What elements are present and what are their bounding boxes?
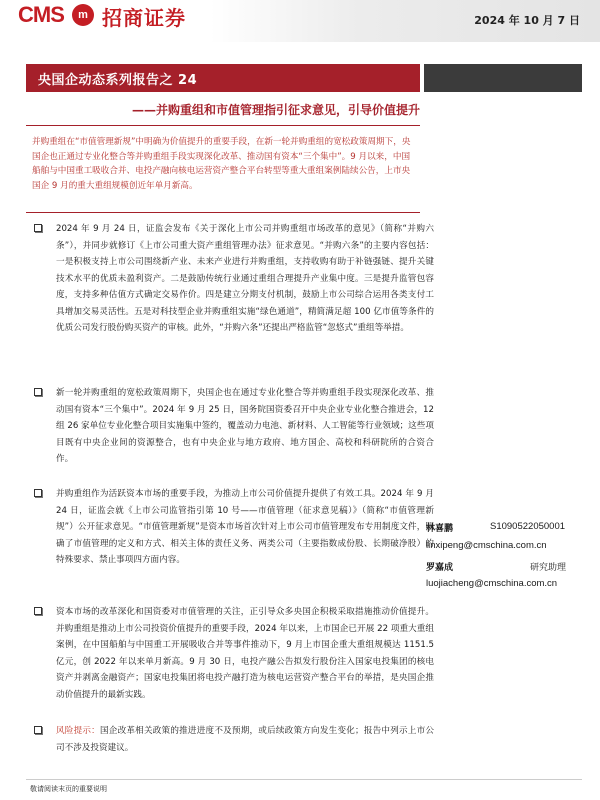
analyst-name: 罗嘉成 xyxy=(426,563,454,573)
logo-seal-icon: m xyxy=(72,4,94,26)
report-subtitle: ——并购重组和市值管理指引征求意见，引导价值提升 xyxy=(131,103,420,117)
risk-warning-body: 国企改革相关政策的推进进度不及预期，或后续政策方向发生变化；报告中列示上市公司不涉及投资建议。 xyxy=(56,726,434,753)
analyst-email[interactable]: luojiacheng@cmschina.com.cn xyxy=(426,578,558,589)
square-bullet-icon xyxy=(34,224,42,232)
square-bullet-icon xyxy=(34,388,42,396)
square-bullet-icon xyxy=(34,726,42,734)
sidebar-header-bar xyxy=(424,64,582,92)
list-item-text: 资本市场的改革深化和国资委对市值管理的关注，正引导众多央国企积极采取措施推动价值提升。并购重组是推动上市公司投资价值提升的重要手段，2024 年以来，上市国企已开展 22 项重大重组案例，在中国船舶与中国重工开展吸收合并等事件推动下，9 月上市国企重大重组规模达 1151.5 亿元，创 2022 年以来单月新高。9 月 30 日，电投产融公告拟发行股份注入国家电投集团的核电资产并剥离金融资产；国家电投集团将电投产融打造为核电运营资产整合平台的举措，是央国企推动价值提升的最新实践。 xyxy=(56,607,434,700)
logo-latin-text: CMS xyxy=(18,2,64,27)
analyst-email[interactable]: linxipeng@cmschina.com.cn xyxy=(426,540,547,551)
title-banner xyxy=(26,64,420,92)
list-item-text: 新一轮并购重组的宽松政策周期下，央国企也在通过专业化整合等并购重组手段实现深化改革、推动国有资本“三个集中”。2024 年 9 月 25 日，国务院国资委召开中央企业专业化整合推进会，12 组 26 家单位专业化整合项目实施集中签约，覆盖动力电池、新材料、人工智能等行业领域；这些项目既有中央企业间的资源整合，也有中央企业与地方政府、地方国企、高校和科研院所的合资合作。 xyxy=(56,388,434,464)
analyst-license-id: S1090522050001 xyxy=(490,521,566,532)
square-bullet-icon xyxy=(34,607,42,615)
company-logo xyxy=(18,0,218,34)
report-date: 2024 年 10 月 7 日 xyxy=(474,14,580,27)
analyst-role: 研究助理 xyxy=(530,563,567,573)
analyst-name: 林喜鹏 xyxy=(426,524,454,534)
risk-warning-text xyxy=(56,723,434,756)
risk-warning-label: 风险提示： xyxy=(56,726,100,736)
list-item-text: 2024 年 9 月 24 日，证监会发布《关于深化上市公司并购重组市场改革的意见》（简称“并购六条”），并同步就修订《上市公司重大资产重组管理办法》征求意见。“并购六条”的主要内容包括：一是积极支持上市公司围绕新产业、未来产业进行并购重组，支持收购有助于补链强链、提升关键技术水平的优质未盈利资产。二是鼓励传统行业通过重组合理提升产业集中度。三是提升监管包容度，支持多种估值方式确定交易作价。四是建立分期支付机制，鼓励上市公司综合运用各类支付工具增加交易灵活性。五是对科技型企业并购重组实施“绿色通道”，精简满足超 100 亿市值等条件的优质公司发行股份购买资产的审核。此外，“并购六条”还提出严格监管“忽悠式”重组等举措。 xyxy=(56,224,434,333)
logo-chinese-text: 招商证券 xyxy=(102,6,186,30)
divider xyxy=(26,779,582,780)
divider xyxy=(26,212,420,213)
list-item-text: 并购重组作为活跃资本市场的重要手段，为推动上市公司价值提升提供了有效工具。2024 年 9 月 24 日，证监会就《上市公司监管指引第 10 号——市值管理（征求意见稿）》（简称“市值管理新规”）公开征求意见。“市值管理新规”是资本市场首次针对上市公司市值管理发布专用制度文件，明确了市值管理的定义和方式、相关主体的责任义务、两类公司（主要指数成份股、长期破净股）的特殊要求、禁止事项四方面内容。 xyxy=(56,489,434,565)
footer-disclaimer: 敬请阅读末页的重要说明 xyxy=(30,785,107,793)
report-abstract: 并购重组在“市值管理新规”中明确为价值提升的重要手段，在新一轮并购重组的宽松政策周期下，央国企也正通过专业化整合等并购重组手段实现深化改革、推动国有资本“三个集中”。9 月以来，中国船舶与中国重工吸收合并、电投产融向核电运营资产整合平台转型等重大重组案例陆续公告，上市央国企 9 月的重大重组规模创近年单月新高。 xyxy=(32,137,411,191)
square-bullet-icon xyxy=(34,489,42,497)
report-title: 央国企动态系列报告之 24 xyxy=(38,73,198,88)
divider xyxy=(26,125,420,126)
